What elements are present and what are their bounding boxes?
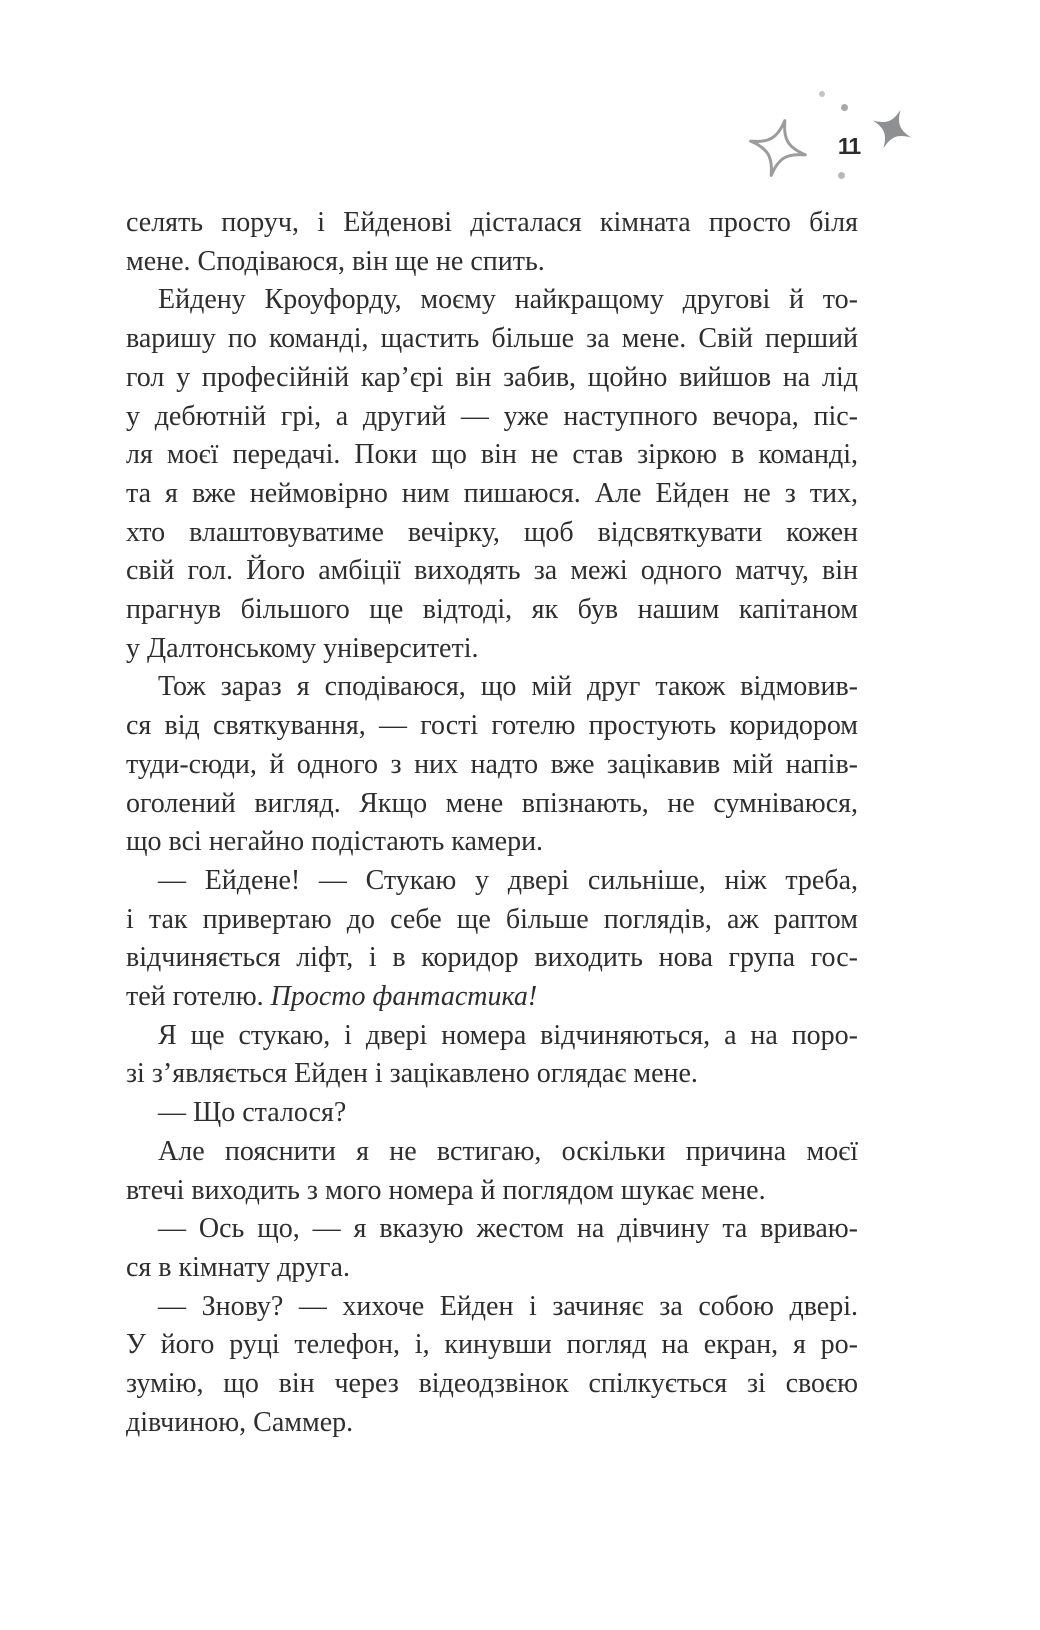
text-line — [126, 630, 858, 669]
decor-dot-1 — [819, 91, 825, 97]
text-segment: — Знову? — хихоче Ейден і зачиняє за собою двері. — [158, 1290, 858, 1322]
text-segment: у дебютній грі, а другий — уже наступного вечора, піс- — [126, 400, 858, 432]
text-line — [126, 591, 858, 630]
text-segment: мене. Сподіваюся, він ще не спить. — [126, 245, 545, 277]
text-segment: у Далтонському університеті. — [126, 632, 479, 664]
text-segment: втечі виходить з мого номера й поглядом шукає мене. — [126, 1174, 766, 1206]
text-line — [126, 475, 858, 514]
text-line — [126, 204, 858, 243]
page-number: 11 — [837, 133, 861, 159]
text-segment: зі з’являється Ейден і зацікавлено оглядає мене. — [126, 1058, 698, 1090]
text-segment: У його руці телефон, і, кинувши погляд на екран, я ро- — [126, 1329, 858, 1361]
text-segment: дівчиною, Саммер. — [126, 1406, 354, 1438]
text-segment-italic: Просто фантастика! — [270, 981, 538, 1013]
text-line — [126, 514, 858, 553]
page-text — [126, 204, 858, 1443]
text-line — [126, 862, 858, 901]
text-line — [126, 359, 858, 398]
sparkle-outline-icon — [741, 110, 815, 187]
text-segment: ся в кімнату друга. — [126, 1251, 350, 1283]
text-line — [126, 398, 858, 437]
text-line — [126, 901, 858, 940]
text-line — [126, 707, 858, 746]
text-line — [126, 281, 858, 320]
text-segment: Тож зараз я сподіваюся, що мій друг також відмовив- — [158, 671, 858, 703]
text-line — [126, 1133, 858, 1172]
text-segment: Але пояснити я не встигаю, оскільки причина моєї — [158, 1135, 858, 1167]
text-segment: ля моєї передачі. Поки що він не став зіркою в команді, — [126, 439, 858, 471]
text-segment: гол у професійній кар’єрі він забив, щойно вийшов на лід — [126, 361, 858, 393]
text-line — [126, 1094, 858, 1133]
text-segment: варишу по команді, щастить більше за мене. Свій перший — [126, 323, 858, 355]
text-line — [126, 1288, 858, 1327]
text-segment: що всі негайно подістають камери. — [126, 826, 544, 858]
text-line — [126, 785, 858, 824]
text-segment: та я вже неймовірно ним пишаюся. Але Ейден не з тих, — [126, 477, 858, 509]
decor-dot-2 — [841, 104, 848, 111]
text-segment: ся від святкування, — гості готелю простують коридором — [126, 710, 858, 742]
text-segment: селять поруч, і Ейденові дісталася кімната просто біля — [126, 207, 858, 238]
text-segment: хто влаштовуватиме вечірку, щоб відсвяткувати кожен — [126, 516, 858, 548]
text-line — [126, 1172, 858, 1211]
text-segment: туди-сюди, й одного з них надто вже зацікавив мій напів- — [126, 748, 858, 780]
text-line — [126, 436, 858, 475]
text-line — [126, 939, 858, 978]
text-line — [126, 243, 858, 282]
text-line — [126, 1210, 858, 1249]
text-segment: Я ще стукаю, і двері номера відчиняються, а на поро- — [158, 1019, 858, 1051]
text-segment: зумію, що він через відеодзвінок спілкується зі своєю — [126, 1368, 858, 1400]
text-segment: свій гол. Його амбіції виходять за межі одного матчу, він — [126, 555, 858, 587]
text-line — [126, 1365, 858, 1404]
text-segment: оголений вигляд. Якщо мене впізнають, не сумніваюся, — [126, 787, 858, 819]
text-line — [126, 1249, 858, 1288]
sparkle-filled-icon — [862, 97, 923, 161]
text-line — [126, 320, 858, 359]
text-line — [126, 1017, 858, 1056]
text-line — [126, 1326, 858, 1365]
text-segment: — Ось що, — я вказую жестом на дівчину та вриваю- — [158, 1213, 858, 1245]
text-segment: Ейдену Кроуфорду, моєму найкращому другові й то- — [158, 284, 858, 316]
page-header — [0, 0, 1040, 200]
text-segment: відчиняється ліфт, і в коридор виходить нова група гос- — [126, 942, 858, 974]
text-line — [126, 978, 858, 1017]
text-line — [126, 1404, 858, 1443]
text-segment: — Ейдене! — Стукаю у двері сильніше, ніж треба, — [158, 864, 858, 896]
text-segment: прагнув більшого ще відтоді, як був нашим капітаном — [126, 594, 858, 626]
text-line — [126, 668, 858, 707]
text-segment: і так привертаю до себе ще більше поглядів, аж раптом — [126, 903, 858, 935]
text-line — [126, 746, 858, 785]
text-line — [126, 552, 858, 591]
text-segment: — Що сталося? — [158, 1097, 347, 1129]
decor-dot-3 — [838, 172, 845, 179]
text-line — [126, 823, 858, 862]
text-line — [126, 1055, 858, 1094]
text-segment: тей готелю. — [126, 981, 271, 1013]
